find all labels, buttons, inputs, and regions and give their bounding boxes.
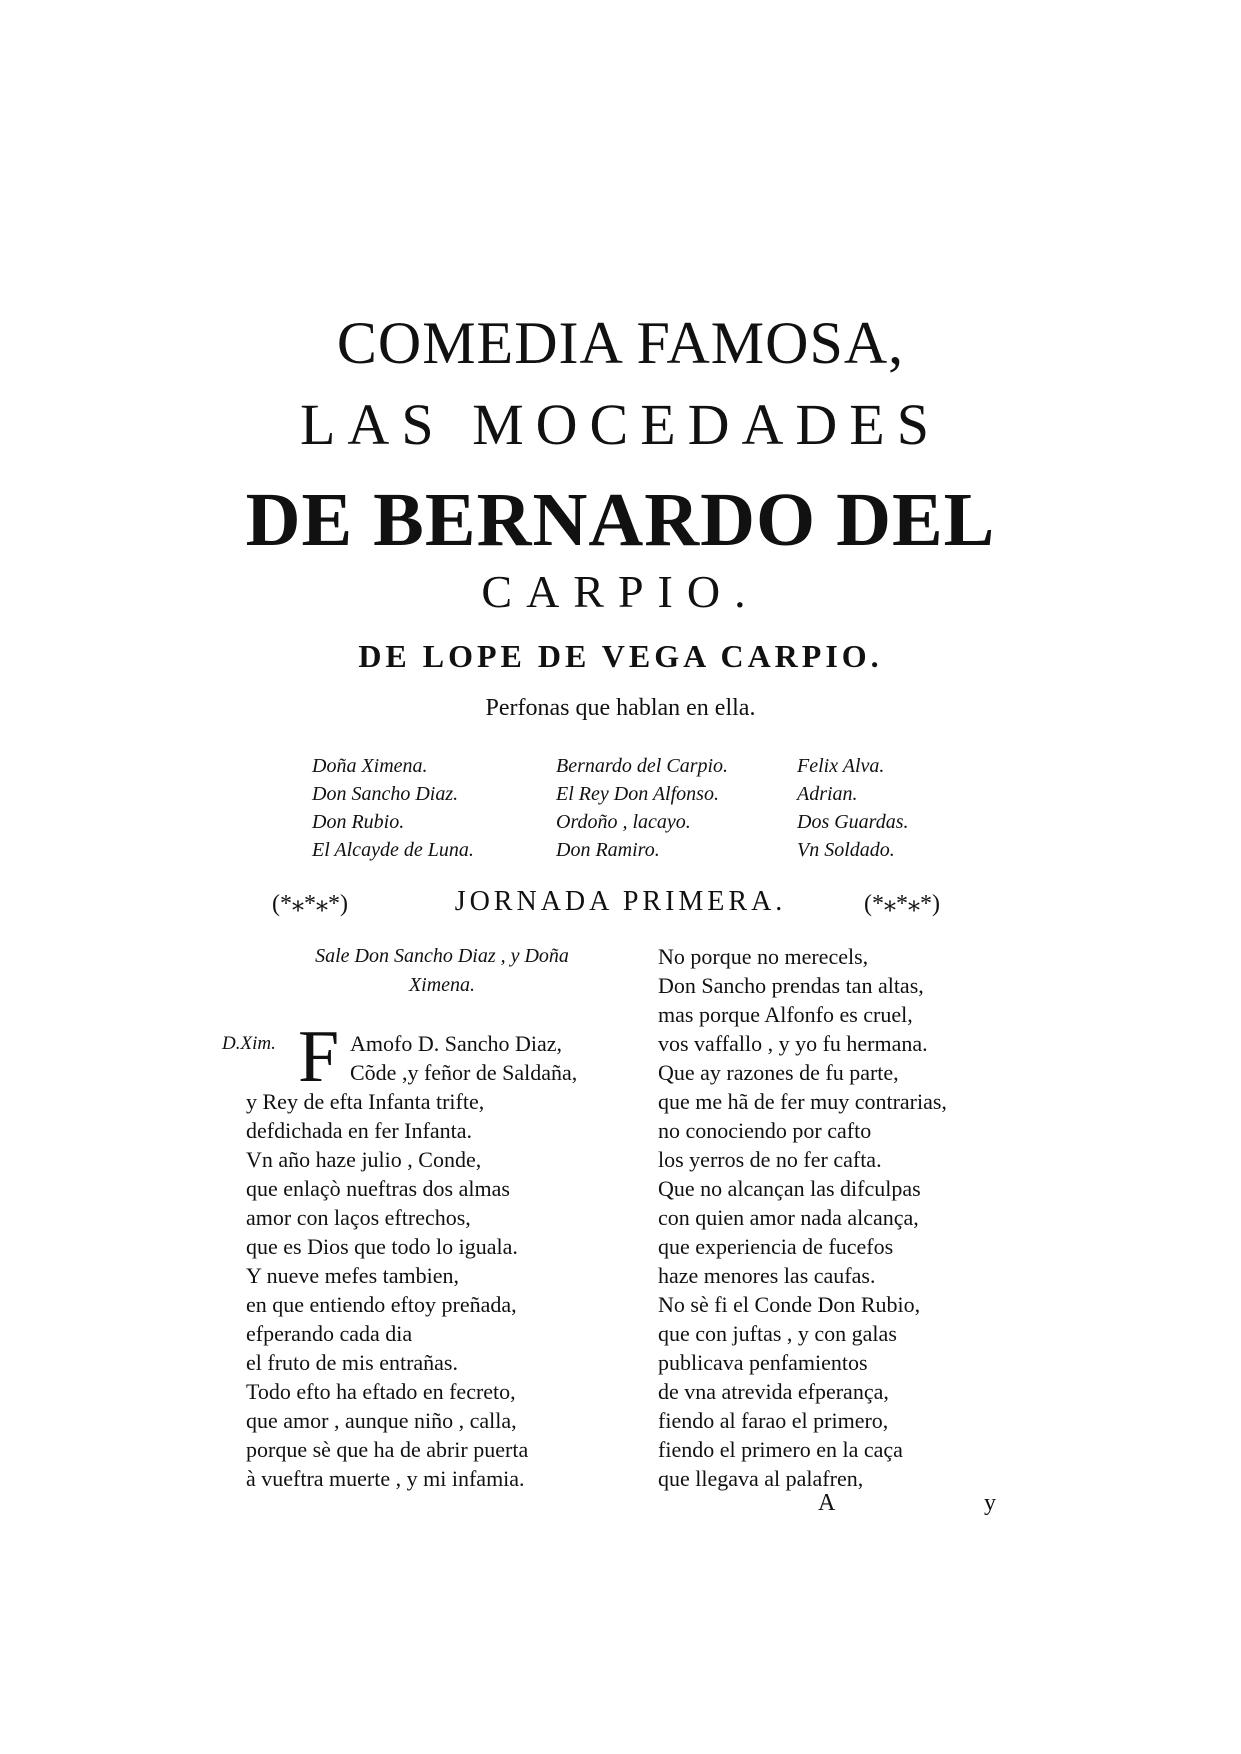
- verse-line: y Rey de efta Infanta trifte,: [246, 1089, 485, 1114]
- personas-heading: Perfonas que hablan en ella.: [485, 695, 756, 721]
- signature-mark: A: [818, 1490, 836, 1516]
- cast-column-3: [797, 752, 909, 864]
- verse-line: defdichada en fer Infanta.: [246, 1118, 472, 1143]
- verse-line: Que no alcançan las difculpas: [658, 1176, 921, 1201]
- verse-line: No porque no merecels,: [658, 944, 869, 969]
- drop-cap: F: [298, 1016, 340, 1098]
- right-column-verses: [658, 942, 947, 1493]
- stage-direction: [262, 942, 622, 1000]
- verse-line: Vn año haze julio , Conde,: [246, 1147, 482, 1172]
- verse-line: que enlaçò nueftras dos almas: [246, 1176, 510, 1201]
- cast-item: Adrian.: [797, 783, 858, 805]
- verse-line: Todo efto ha eftado en fecreto,: [246, 1379, 516, 1404]
- verse-line: vos vaffallo , y yo fu hermana.: [658, 1031, 928, 1056]
- cast-column-2: [556, 752, 728, 864]
- verse-line: mas porque Alfonfo es cruel,: [658, 1002, 913, 1027]
- cast-column-1: [312, 752, 474, 864]
- left-column-verses: [246, 1087, 528, 1493]
- verse-line: que es Dios que todo lo iguala.: [246, 1234, 518, 1259]
- verse-line: publicava penfamientos: [658, 1350, 868, 1375]
- cast-item: Ordoño , lacayo.: [556, 811, 691, 833]
- cast-item: Don Sancho Diaz.: [312, 783, 459, 805]
- verse-line: de vna atrevida efperança,: [658, 1379, 889, 1404]
- verse-line: porque sè que ha de abrir puerta: [246, 1437, 529, 1462]
- verse-line: no conociendo por cafto: [658, 1118, 872, 1143]
- verse-line: que con juftas , y con galas: [658, 1321, 897, 1346]
- cast-item: El Rey Don Alfonso.: [556, 783, 719, 805]
- verse-line: que me hã de fer muy contrarias,: [658, 1089, 947, 1114]
- verse-line: Amofo D. Sancho Diaz,: [350, 1031, 563, 1056]
- verse-line: los yerros de no fer cafta.: [658, 1147, 882, 1172]
- act-title: JORNADA PRIMERA.: [454, 886, 787, 917]
- verse-line: Cõde ,y feñor de Saldaña,: [350, 1060, 578, 1085]
- author-line: DE LOPE DE VEGA CARPIO.: [358, 638, 883, 674]
- verse-line: à vueftra muerte , y mi infamia.: [246, 1466, 525, 1491]
- ornament-stars-left: (*⁎*⁎*): [272, 891, 348, 917]
- cast-item: Dos Guardas.: [797, 811, 909, 833]
- cast-item: Vn Soldado.: [797, 839, 895, 861]
- stage-direction-line: Sale Don Sancho Diaz , y Doña: [315, 945, 569, 967]
- verse-line: con quien amor nada alcança,: [658, 1205, 919, 1230]
- verse-line: amor con laços eftrechos,: [246, 1205, 471, 1230]
- cast-item: Don Rubio.: [312, 811, 405, 833]
- cast-item: Doña Ximena.: [312, 755, 428, 777]
- verse-line: que amor , aunque niño , calla,: [246, 1408, 517, 1433]
- verse-line: fiendo el primero en la caça: [658, 1437, 903, 1462]
- catchword: y: [984, 1490, 996, 1516]
- speaker-label: D.Xim.: [222, 1033, 276, 1054]
- ornament-stars-right: (*⁎*⁎*): [864, 891, 940, 917]
- verse-line: Y nueve mefes tambien,: [246, 1263, 459, 1288]
- verse-line: el fruto de mis entrañas.: [246, 1350, 458, 1375]
- cast-item: El Alcayde de Luna.: [312, 839, 474, 861]
- title-line-3: DE BERNARDO DEL: [245, 478, 996, 562]
- first-lines: [350, 1029, 577, 1087]
- verse-line: que experiencia de fucefos: [658, 1234, 894, 1259]
- stage-direction-line: Ximena.: [408, 974, 476, 996]
- verse-line: haze menores las caufas.: [658, 1263, 876, 1288]
- verse-line: en que entiendo eftoy preñada,: [246, 1292, 517, 1317]
- title-line-2: LAS MOCEDADES: [300, 392, 941, 457]
- verse-line: efperando cada dia: [246, 1321, 413, 1346]
- title-line-1: COMEDIA FAMOSA,: [336, 310, 905, 376]
- cast-item: Don Ramiro.: [556, 839, 660, 861]
- verse-line: fiendo al farao el primero,: [658, 1408, 889, 1433]
- verse-line: Que ay razones de fu parte,: [658, 1060, 899, 1085]
- cast-item: Felix Alva.: [797, 755, 885, 777]
- verse-line: No sè fi el Conde Don Rubio,: [658, 1292, 921, 1317]
- cast-item: Bernardo del Carpio.: [556, 755, 729, 777]
- title-line-4: CARPIO.: [481, 566, 760, 617]
- verse-line: Don Sancho prendas tan altas,: [658, 973, 924, 998]
- verse-line: que llegava al palafren,: [658, 1466, 864, 1491]
